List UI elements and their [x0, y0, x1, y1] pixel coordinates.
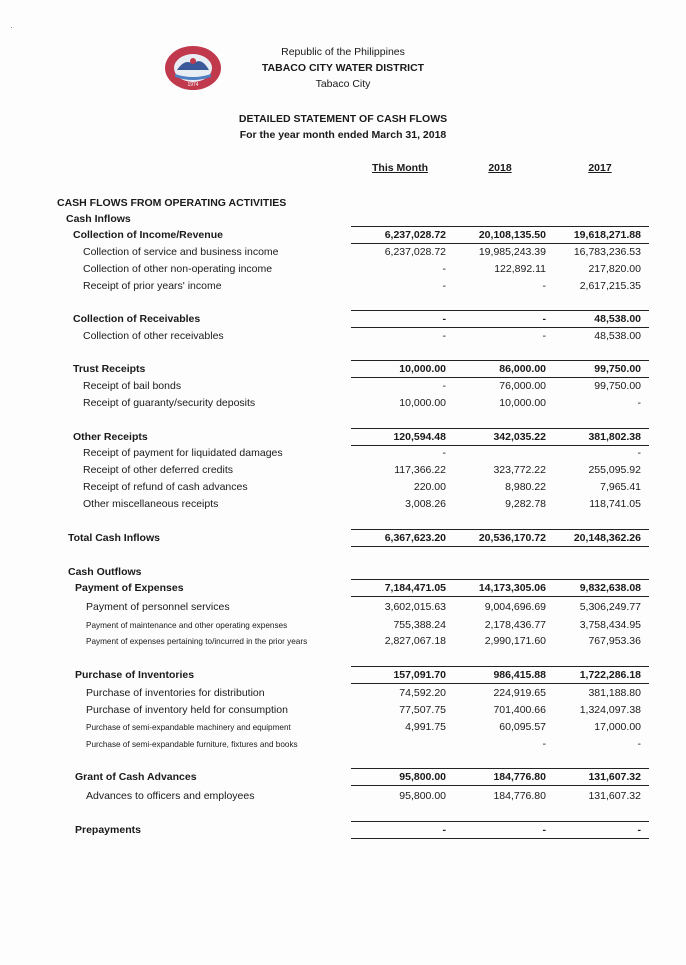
column-2017: 2017	[588, 162, 612, 174]
row-value-col2: 86,000.00	[499, 363, 546, 375]
row-value-col2: 76,000.00	[499, 380, 546, 392]
row-value-col3: -	[637, 738, 641, 750]
row-label: Trust Receipts	[73, 363, 146, 375]
row-value-col2: -	[542, 824, 546, 836]
row-value-col3: 48,538.00	[594, 330, 641, 342]
column-this-month: This Month	[372, 162, 428, 174]
row-value-col2: 701,400.66	[493, 704, 546, 716]
row-value-col1: 755,388.24	[393, 619, 446, 631]
row-value-col1: -	[442, 330, 446, 342]
section-cash-outflows: Cash Outflows	[68, 566, 142, 578]
row-value-col2: -	[542, 330, 546, 342]
row-value-col1: 157,091.70	[393, 669, 446, 681]
row-value-col3: 7,965.41	[600, 481, 641, 493]
row-value-col2: 184,776.80	[493, 790, 546, 802]
row-value-col1: -	[442, 824, 446, 836]
row-value-col1: -	[442, 280, 446, 292]
section-operating-activities: CASH FLOWS FROM OPERATING ACTIVITIES	[57, 197, 287, 209]
row-label: Payment of maintenance and other operating expenses	[86, 621, 288, 630]
row-value-col1: 4,991.75	[405, 721, 446, 733]
row-value-col2: 2,990,171.60	[484, 635, 546, 647]
row-value-col3: 381,802.38	[588, 431, 641, 443]
row-label: Other Receipts	[73, 431, 148, 443]
scan-mark: ·	[10, 22, 13, 32]
row-value-col3: -	[637, 397, 641, 409]
statement-title: DETAILED STATEMENT OF CASH FLOWS	[238, 113, 448, 125]
row-label: Receipt of other deferred credits	[83, 464, 233, 476]
row-value-col1: 10,000.00	[399, 397, 446, 409]
republic-line: Republic of the Philippines	[281, 46, 405, 58]
row-label: Payment of expenses pertaining to/incurred in the prior years	[86, 637, 308, 646]
row-value-col3: 99,750.00	[594, 380, 641, 392]
row-label: Receipt of prior years' income	[83, 280, 222, 292]
row-value-col3: 255,095.92	[588, 464, 641, 476]
row-label: Purchase of Inventories	[75, 669, 195, 681]
row-value-col3: -	[637, 447, 641, 459]
row-value-col1: 117,366.22	[394, 464, 446, 476]
row-label: Collection of Income/Revenue	[73, 229, 223, 241]
row-label: Payment of personnel services	[86, 601, 230, 613]
row-label: Total Cash Inflows	[68, 532, 160, 544]
row-label: Purchase of semi-expandable machinery and equipment	[86, 723, 291, 732]
row-value-col1: 6,367,623.20	[384, 532, 446, 544]
row-value-col2: 20,536,170.72	[478, 532, 546, 544]
row-value-col3: 767,953.36	[588, 635, 641, 647]
row-value-col3: 17,000.00	[594, 721, 641, 733]
row-value-col1: 120,594.48	[393, 431, 446, 443]
row-label: Collection of other non-operating income	[83, 263, 273, 275]
row-value-col3: 217,820.00	[588, 263, 641, 275]
subtotal-rule	[351, 546, 649, 547]
row-value-col3: 131,607.32	[588, 771, 641, 783]
row-label: Receipt of payment for liquidated damages	[83, 447, 283, 459]
row-value-col2: 9,004,696.69	[484, 601, 546, 613]
row-value-col2: 8,980.22	[505, 481, 546, 493]
row-value-col2: -	[542, 280, 546, 292]
svg-text:1974: 1974	[187, 82, 199, 88]
row-value-col1: 7,184,471.05	[384, 582, 446, 594]
row-value-col2: 342,035.22	[493, 431, 546, 443]
section-rule	[351, 529, 649, 530]
row-value-col3: 1,722,286.18	[579, 669, 641, 681]
row-label: Receipt of bail bonds	[83, 380, 182, 392]
row-value-col3: 131,607.32	[588, 790, 641, 802]
section-rule	[351, 579, 649, 580]
row-value-col1: 95,800.00	[399, 771, 446, 783]
row-label: Advances to officers and employees	[86, 790, 255, 802]
subtotal-rule	[351, 785, 649, 786]
row-value-col3: 381,188.80	[588, 687, 641, 699]
row-label: Purchase of semi-expandable furniture, fixtures and books	[86, 740, 298, 749]
row-value-col1: 6,237,028.72	[384, 229, 446, 241]
row-label: Receipt of refund of cash advances	[83, 481, 248, 493]
row-value-col3: 19,618,271.88	[573, 229, 641, 241]
row-label: Receipt of guaranty/security deposits	[83, 397, 256, 409]
row-value-col1: -	[442, 313, 446, 325]
row-value-col2: 14,173,305.06	[478, 582, 546, 594]
row-value-col2: 224,919.65	[493, 687, 546, 699]
row-value-col3: 5,306,249.77	[579, 601, 641, 613]
subtotal-rule	[351, 327, 649, 328]
row-value-col3: 48,538.00	[594, 313, 641, 325]
row-value-col1: -	[442, 380, 446, 392]
row-value-col1: 77,507.75	[399, 704, 446, 716]
subtotal-rule	[351, 683, 649, 684]
section-rule	[351, 821, 649, 822]
row-label: Collection of other receivables	[83, 330, 224, 342]
column-2018: 2018	[488, 162, 512, 174]
row-value-col3: 99,750.00	[594, 363, 641, 375]
row-value-col1: 74,592.20	[399, 687, 446, 699]
row-value-col2: 20,108,135.50	[478, 229, 546, 241]
row-value-col1: 220.00	[413, 481, 446, 493]
row-value-col2: 323,772.22	[493, 464, 546, 476]
row-value-col3: 2,617,215.35	[579, 280, 641, 292]
row-label: Prepayments	[75, 824, 141, 836]
subtotal-rule	[351, 445, 649, 446]
row-value-col2: -	[542, 313, 546, 325]
row-label: Collection of service and business income	[83, 246, 279, 258]
row-label: Collection of Receivables	[73, 313, 201, 325]
row-value-col3: 1,324,097.38	[579, 704, 641, 716]
section-rule	[351, 768, 649, 769]
district-city: Tabaco City	[315, 78, 371, 90]
row-value-col1: 3,602,015.63	[384, 601, 446, 613]
section-rule	[351, 666, 649, 667]
row-value-col2: -	[542, 738, 546, 750]
district-name: TABACO CITY WATER DISTRICT	[261, 62, 425, 74]
section-rule	[351, 310, 649, 311]
row-label: Other miscellaneous receipts	[83, 498, 219, 510]
row-value-col3: -	[637, 824, 641, 836]
row-value-col1: 3,008.26	[405, 498, 446, 510]
row-value-col2: 60,095.57	[499, 721, 546, 733]
statement-subtitle: For the year month ended March 31, 2018	[239, 129, 447, 141]
row-value-col1: 6,237,028.72	[384, 246, 446, 258]
section-rule	[351, 360, 649, 361]
row-value-col3: 118,741.05	[589, 498, 641, 510]
subtotal-rule	[351, 377, 649, 378]
row-value-col3: 20,148,362.26	[573, 532, 641, 544]
subtotal-rule	[351, 243, 649, 244]
row-value-col2: 184,776.80	[493, 771, 546, 783]
row-value-col1: 95,800.00	[399, 790, 446, 802]
row-value-col2: 10,000.00	[499, 397, 546, 409]
row-value-col2: 19,985,243.39	[478, 246, 546, 258]
row-label: Purchase of inventories for distribution	[86, 687, 265, 699]
subtotal-rule	[351, 838, 649, 839]
section-rule	[351, 226, 649, 227]
row-label: Purchase of inventory held for consumption	[86, 704, 288, 716]
subtotal-rule	[351, 596, 649, 597]
row-value-col1: 10,000.00	[399, 363, 446, 375]
row-value-col2: 986,415.88	[493, 669, 546, 681]
row-value-col2: 9,282.78	[505, 498, 546, 510]
row-value-col1: -	[442, 263, 446, 275]
row-value-col1: -	[442, 447, 446, 459]
row-label: Payment of Expenses	[75, 582, 184, 594]
row-value-col2: 122,892.11	[494, 263, 546, 275]
section-cash-inflows: Cash Inflows	[66, 213, 131, 225]
section-rule	[351, 428, 649, 429]
row-value-col1: 2,827,067.18	[384, 635, 446, 647]
row-value-col2: 2,178,436.77	[484, 619, 546, 631]
row-value-col3: 3,758,434.95	[579, 619, 641, 631]
row-value-col3: 16,783,236.53	[573, 246, 641, 258]
row-value-col3: 9,832,638.08	[579, 582, 641, 594]
row-label: Grant of Cash Advances	[75, 771, 197, 783]
